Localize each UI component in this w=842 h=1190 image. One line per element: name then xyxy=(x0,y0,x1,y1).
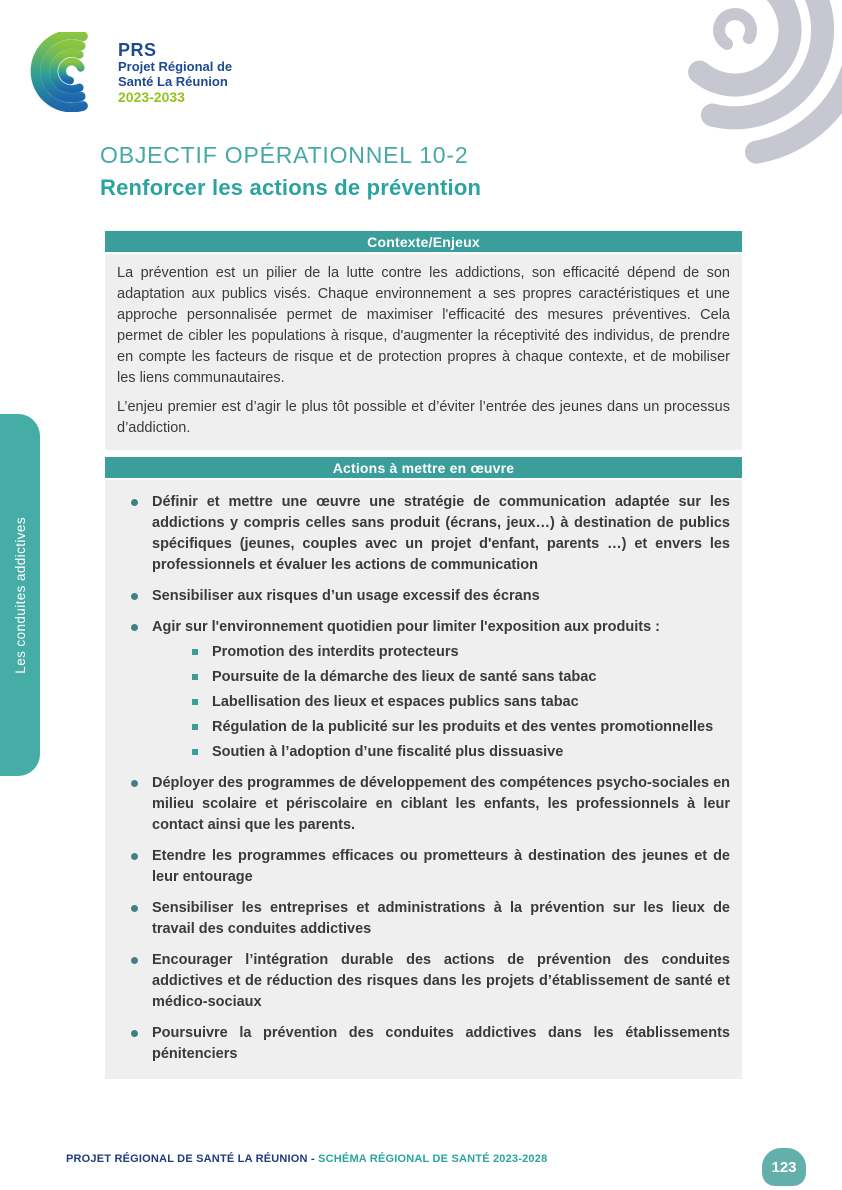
page-number: 123 xyxy=(771,1158,797,1176)
action-text: Agir sur l'environnement quotidien pour limiter l'exposition aux produits : xyxy=(152,619,660,635)
square-bullet-icon xyxy=(192,749,198,755)
round-bullet-icon xyxy=(131,957,138,964)
action-text: Etendre les programmes efficaces ou prometteurs à destination des jeunes et de leur entourage xyxy=(152,848,730,885)
chapter-tab-label: Les conduites addictives xyxy=(12,516,28,674)
action-item xyxy=(117,586,730,607)
round-bullet-icon xyxy=(131,499,138,506)
action-text: Sensibiliser les entreprises et administrations à la prévention sur les lieux de travail des conduites addictives xyxy=(152,900,730,937)
page-title: Renforcer les actions de prévention xyxy=(100,175,482,200)
sub-action-item xyxy=(152,717,730,738)
chapter-tab-conduites-addictives xyxy=(0,414,40,776)
action-text: Encourager l’intégration durable des actions de prévention des conduites addictives et de réduction des risques dans les projets d’établissement de santé et médico-sociaux xyxy=(152,952,730,1010)
context-box xyxy=(105,254,742,450)
actions-section-header: Actions à mettre en œuvre xyxy=(105,457,742,478)
sub-actions-list xyxy=(152,642,730,763)
square-bullet-icon xyxy=(192,724,198,730)
action-item xyxy=(117,898,730,940)
sub-action-item xyxy=(152,642,730,663)
action-text: Sensibiliser aux risques d’un usage excessif des écrans xyxy=(152,588,540,604)
footer-title-right: SCHÉMA RÉGIONAL DE SANTÉ 2023-2028 xyxy=(318,1153,548,1165)
corner-arcs-decoration-icon xyxy=(660,0,842,170)
sub-action-text: Soutien à l’adoption d’une fiscalité plus dissuasive xyxy=(212,744,564,760)
round-bullet-icon xyxy=(131,780,138,787)
page-number-badge xyxy=(762,1148,806,1186)
context-paragraph: L’enjeu premier est d’agir le plus tôt possible et d’éviter l’entrée des jeunes dans un processus d’addiction. xyxy=(117,399,730,436)
actions-box xyxy=(105,480,742,1079)
logo-line-1: Projet Régional de xyxy=(118,59,233,75)
action-item xyxy=(117,617,730,763)
prs-logo-arcs-icon xyxy=(30,32,110,112)
context-paragraph: La prévention est un pilier de la lutte contre les addictions, son efficacité dépend de son adaptation aux publics visés. Chaque environnement a ses propres caractéristiques et une approche personnalisée permet de maximiser l'efficacité des mesures préventives. Cela permet de cibler les populations à risque, d'augmenter la réceptivité des individus, de prendre en compte les facteurs de risque et de protection propres à chaque contexte, et de mobiliser les liens communautaires. xyxy=(117,265,730,386)
action-item xyxy=(117,492,730,576)
round-bullet-icon xyxy=(131,624,138,631)
logo-years: 2023-2033 xyxy=(118,89,185,106)
round-bullet-icon xyxy=(131,905,138,912)
sub-action-text: Promotion des interdits protecteurs xyxy=(212,644,459,660)
round-bullet-icon xyxy=(131,853,138,860)
action-text: Déployer des programmes de développement des compétences psycho-sociales en milieu scolaire et périscolaire en ciblant les enfants, les professionnels à leur contact ainsi que les parents. xyxy=(152,775,730,833)
sub-action-text: Poursuite de la démarche des lieux de santé sans tabac xyxy=(212,669,597,685)
prs-logo-text xyxy=(118,32,232,106)
context-section-header: Contexte/Enjeux xyxy=(105,231,742,252)
footer-document-title xyxy=(66,1153,547,1165)
main-content xyxy=(105,231,742,1079)
logo-line-2: Santé La Réunion xyxy=(118,73,228,89)
sub-action-item xyxy=(152,667,730,688)
square-bullet-icon xyxy=(192,649,198,655)
objective-label: OBJECTIF OPÉRATIONNEL 10-2 xyxy=(100,142,469,168)
prs-logo xyxy=(30,32,232,112)
round-bullet-icon xyxy=(131,593,138,600)
sub-action-item xyxy=(152,692,730,713)
action-item xyxy=(117,773,730,836)
actions-list xyxy=(117,492,730,1065)
sub-action-text: Labellisation des lieux et espaces publics sans tabac xyxy=(212,694,579,710)
square-bullet-icon xyxy=(192,699,198,705)
footer-title-left: PROJET RÉGIONAL DE SANTÉ LA RÉUNION - xyxy=(66,1153,319,1165)
action-item xyxy=(117,950,730,1013)
square-bullet-icon xyxy=(192,674,198,680)
logo-acronym: PRS xyxy=(118,40,157,60)
action-text: Poursuivre la prévention des conduites addictives dans les établissements pénitenciers xyxy=(152,1025,730,1062)
round-bullet-icon xyxy=(131,1030,138,1037)
action-item xyxy=(117,1023,730,1065)
sub-action-text: Régulation de la publicité sur les produits et des ventes promotionnelles xyxy=(212,719,714,735)
action-item xyxy=(117,846,730,888)
sub-action-item xyxy=(152,742,730,763)
action-text: Définir et mettre une œuvre une stratégie de communication adaptée sur les addictions y compris celles sans produit (écrans, jeux…) à destination de publics spécifiques (jeunes, couples avec un projet d'enfant, parents …) et envers les professionnels et évaluer les actions de communication xyxy=(152,494,730,573)
